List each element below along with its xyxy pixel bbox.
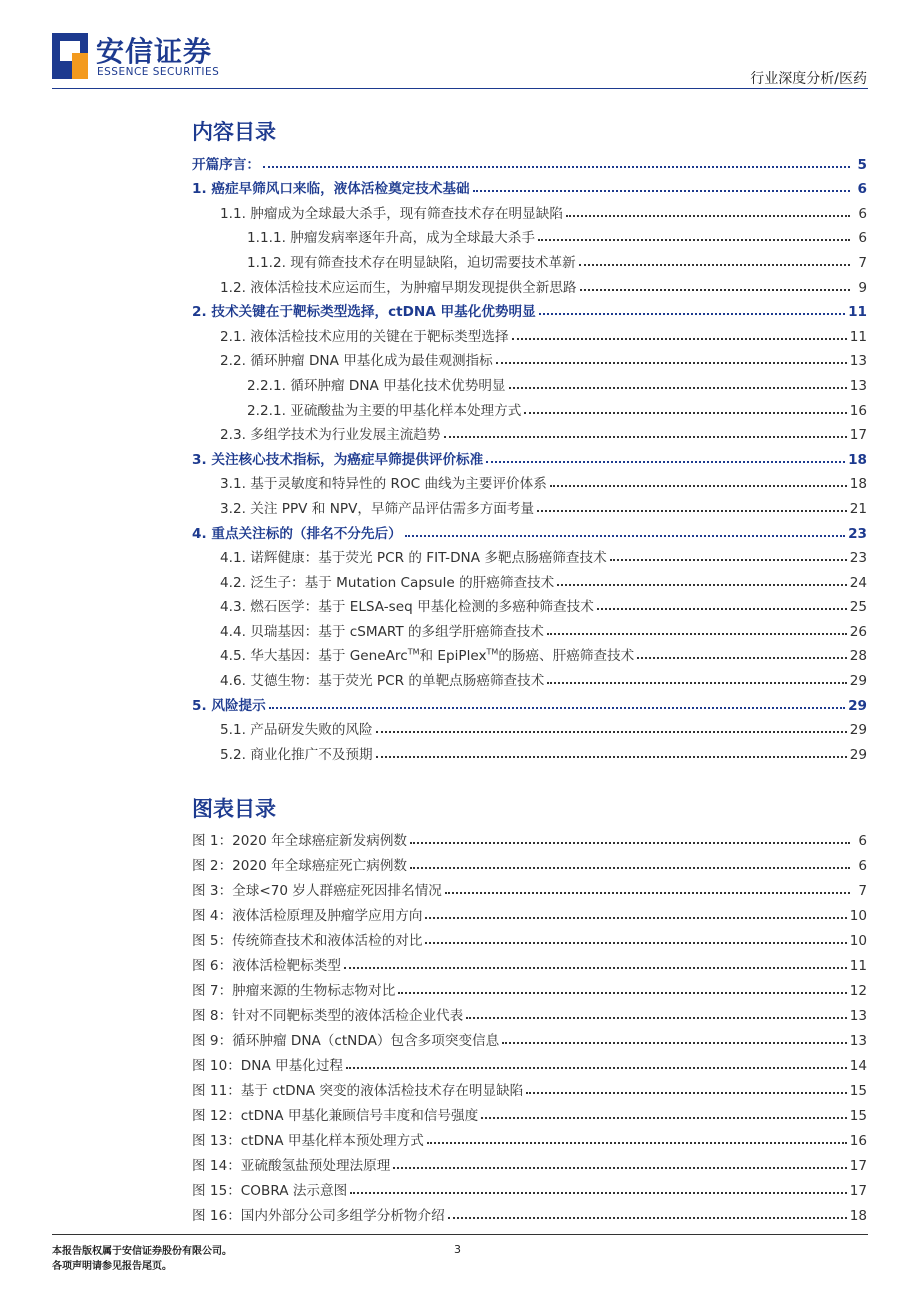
- toc-entry-page: 29: [849, 673, 867, 690]
- toc-entry[interactable]: [192, 1149, 867, 1174]
- toc-entry[interactable]: [192, 1199, 867, 1224]
- dot-leader: [410, 842, 850, 844]
- toc-entry-page: 7: [858, 883, 867, 899]
- toc-entry-label: 图 15：COBRA 法示意图: [192, 1183, 348, 1199]
- toc-entry[interactable]: [192, 849, 867, 874]
- toc-entry[interactable]: [192, 1099, 867, 1124]
- toc-entry-page: 17: [849, 1158, 867, 1174]
- toc-entry-label: 图 14：亚硫酸氢盐预处理法原理: [192, 1158, 391, 1174]
- dot-leader: [398, 992, 846, 994]
- dot-leader: [496, 362, 847, 364]
- toc-entry-label: 3.2. 关注 PPV 和 NPV，早筛产品评估需多方面考量: [220, 500, 535, 517]
- dot-leader: [566, 215, 850, 217]
- dot-leader: [444, 436, 847, 438]
- dot-leader: [579, 264, 850, 266]
- toc-entry[interactable]: [192, 1174, 867, 1199]
- toc-entry-page: 29: [849, 746, 867, 763]
- dot-leader: [597, 608, 847, 610]
- toc-entry-label: 2.2. 循环肿瘤 DNA 甲基化成为最佳观测指标: [220, 353, 493, 370]
- toc-entry[interactable]: [192, 999, 867, 1024]
- toc-entry-page: 21: [849, 500, 867, 517]
- toc-entry-label: 2.2.1. 亚硫酸盐为主要的甲基化样本处理方式: [247, 402, 522, 419]
- toc-entry-page: 11: [849, 328, 867, 345]
- toc-entry[interactable]: [192, 246, 867, 271]
- toc-entry-label: 2.1. 液体活检技术应用的关键在于靶标类型选择: [220, 328, 509, 345]
- toc-entry-label: 1.2. 液体活检技术应运而生，为肿瘤早期发现提供全新思路: [220, 279, 577, 296]
- toc-entry[interactable]: [192, 714, 867, 739]
- toc-entry[interactable]: [192, 345, 867, 370]
- toc-entry[interactable]: [192, 443, 867, 468]
- dot-leader: [376, 756, 847, 758]
- dot-leader: [486, 461, 845, 463]
- toc-entry[interactable]: [192, 615, 867, 640]
- toc-entry-label: 图 13：ctDNA 甲基化样本预处理方式: [192, 1133, 424, 1149]
- toc-entry[interactable]: [192, 874, 867, 899]
- toc-entry-label: 4.6. 艾德生物：基于荧光 PCR 的单靶点肠癌筛查技术: [220, 673, 545, 690]
- dot-leader: [425, 917, 846, 919]
- toc-entry-label: 1.1.1. 肿瘤发病率逐年升高，成为全球最大杀手: [247, 230, 535, 247]
- toc-entry[interactable]: [192, 689, 867, 714]
- toc-entry[interactable]: [192, 468, 867, 493]
- toc-entry-label: 开篇序言：: [192, 156, 260, 173]
- dot-leader: [524, 412, 846, 414]
- report-type: 行业深度分析/医药: [750, 71, 867, 87]
- toc-entry-page: 11: [848, 304, 867, 321]
- toc-entry-page: 24: [849, 574, 867, 591]
- toc-entry[interactable]: [192, 173, 867, 198]
- toc-entry[interactable]: [192, 1074, 867, 1099]
- toc-entry-label: 图 10：DNA 甲基化过程: [192, 1058, 344, 1074]
- contents-title: 内容目录: [192, 120, 276, 144]
- toc-entry-label: 图 6：液体活检靶标类型: [192, 958, 341, 974]
- toc-entry-label: 4.1. 诺辉健康：基于荧光 PCR 的 FIT-DNA 多靶点肠癌筛查技术: [220, 550, 607, 567]
- toc-entry-page: 17: [849, 1183, 867, 1199]
- toc-entry-label: 图 2：2020 年全球癌症死亡病例数: [192, 858, 408, 874]
- toc-entry[interactable]: [192, 640, 867, 665]
- toc-entry[interactable]: [192, 148, 867, 173]
- toc-entry-label: 图 7：肿瘤来源的生物标志物对比: [192, 983, 396, 999]
- toc-entry-page: 29: [848, 697, 867, 714]
- toc-entry-page: 6: [858, 833, 867, 849]
- toc-entry-label: 3. 关注核心技术指标，为癌症早筛提供评价标准: [192, 451, 484, 468]
- toc-entry[interactable]: [192, 222, 867, 247]
- dot-leader: [557, 584, 846, 586]
- toc-entry[interactable]: [192, 974, 867, 999]
- dot-leader: [539, 313, 845, 315]
- footer-divider: [52, 1234, 868, 1235]
- toc-entry-page: 25: [849, 599, 867, 616]
- toc-entry-page: 29: [849, 722, 867, 739]
- dot-leader: [526, 1092, 846, 1094]
- dot-leader: [512, 338, 847, 340]
- disclaimer-note: 各项声明请参见报告尾页。: [52, 1261, 172, 1272]
- toc-entry-label: 1.1. 肿瘤成为全球最大杀手，现有筛查技术存在明显缺陷: [220, 205, 563, 222]
- toc-entry[interactable]: [192, 542, 867, 567]
- toc-entry-page: 6: [857, 181, 867, 198]
- toc-entry[interactable]: [192, 419, 867, 444]
- toc-entry[interactable]: [192, 949, 867, 974]
- toc-entry-page: 16: [849, 1133, 867, 1149]
- dot-leader: [410, 867, 850, 869]
- figures-title: 图表目录: [192, 797, 276, 821]
- toc-entry-page: 18: [849, 1208, 867, 1224]
- toc-entry-label: 2.2.1. 循环肿瘤 DNA 甲基化技术优势明显: [247, 377, 506, 394]
- dot-leader: [405, 535, 845, 537]
- toc-entry-label: 图 4：液体活检原理及肿瘤学应用方向: [192, 908, 423, 924]
- toc-entry-page: 5: [857, 156, 867, 173]
- toc-entry[interactable]: [192, 296, 867, 321]
- toc-entry-page: 28: [849, 648, 867, 665]
- dot-leader: [448, 1217, 847, 1219]
- toc-entry[interactable]: [192, 664, 867, 689]
- dot-leader: [538, 239, 850, 241]
- dot-leader: [502, 1042, 846, 1044]
- toc-entry[interactable]: [192, 517, 867, 542]
- toc-entry-page: 13: [849, 1008, 867, 1024]
- dot-leader: [473, 190, 850, 192]
- toc-entry[interactable]: [192, 899, 867, 924]
- page-number: 3: [454, 1243, 461, 1256]
- toc-entry-page: 16: [849, 402, 867, 419]
- toc-entry-label: 图 1：2020 年全球癌症新发病例数: [192, 833, 408, 849]
- toc-entry-page: 12: [849, 983, 867, 999]
- toc-entry-label: 图 9：循环肿瘤 DNA（ctNDA）包含多项突变信息: [192, 1033, 500, 1049]
- toc-entry-label: 图 12：ctDNA 甲基化兼顾信号丰度和信号强度: [192, 1108, 479, 1124]
- toc-entry[interactable]: [192, 271, 867, 296]
- toc-entry-label: 4.4. 贝瑞基因：基于 cSMART 的多组学肝癌筛查技术: [220, 623, 544, 640]
- dot-leader: [547, 633, 847, 635]
- dot-leader: [346, 1067, 847, 1069]
- dot-leader: [547, 682, 846, 684]
- toc-entry-page: 17: [849, 427, 867, 444]
- dot-leader: [269, 707, 845, 709]
- toc-entry[interactable]: [192, 738, 867, 763]
- toc-entry-page: 13: [849, 377, 867, 394]
- dot-leader: [466, 1017, 846, 1019]
- dot-leader: [393, 1167, 846, 1169]
- logo-text-en: ESSENCE SECURITIES: [97, 66, 220, 78]
- toc-entry[interactable]: [192, 1049, 867, 1074]
- toc-entry-label: 4.5. 华大基因：基于 GeneArc™和 EpiPlex™的肠癌、肝癌筛查技术: [220, 647, 635, 665]
- toc-entry-page: 13: [849, 353, 867, 370]
- toc-entry[interactable]: [192, 924, 867, 949]
- dot-leader: [550, 485, 847, 487]
- toc-entry-page: 10: [849, 908, 867, 924]
- toc-entry-page: 13: [849, 1033, 867, 1049]
- dot-leader: [344, 967, 847, 969]
- toc-entry[interactable]: [192, 1124, 867, 1149]
- essence-logo-icon: [52, 33, 88, 79]
- toc-entry-label: 3.1. 基于灵敏度和特异性的 ROC 曲线为主要评价体系: [220, 476, 547, 493]
- toc-entry-label: 图 11：基于 ctDNA 突变的液体活检技术存在明显缺陷: [192, 1083, 524, 1099]
- toc-entry[interactable]: [192, 566, 867, 591]
- toc-entry-page: 7: [858, 254, 867, 271]
- dot-leader: [263, 166, 850, 168]
- toc-entry-page: 6: [858, 230, 867, 247]
- toc-entry-page: 26: [849, 623, 867, 640]
- toc-entry-page: 23: [849, 550, 867, 567]
- toc-entry-page: 15: [849, 1108, 867, 1124]
- toc-entry-page: 14: [849, 1058, 867, 1074]
- dot-leader: [445, 892, 850, 894]
- dot-leader: [350, 1192, 846, 1194]
- toc-entry-page: 18: [848, 451, 867, 468]
- list-of-figures: [192, 824, 867, 1224]
- table-of-contents: [192, 148, 867, 763]
- dot-leader: [425, 942, 846, 944]
- page-header: [0, 0, 920, 92]
- toc-entry-label: 4.3. 燃石医学：基于 ELSA-seq 甲基化检测的多癌种筛查技术: [220, 599, 594, 616]
- toc-entry-label: 4.2. 泛生子：基于 Mutation Capsule 的肝癌筛查技术: [220, 574, 555, 591]
- toc-entry-label: 5.2. 商业化推广不及预期: [220, 746, 373, 763]
- dot-leader: [481, 1117, 847, 1119]
- toc-entry-label: 图 16：国内外部分公司多组学分析物介绍: [192, 1208, 445, 1224]
- toc-entry-label: 1. 癌症早筛风口来临，液体活检奠定技术基础: [192, 181, 470, 198]
- dot-leader: [376, 731, 847, 733]
- toc-entry[interactable]: [192, 197, 867, 222]
- logo-text-cn: 安信证券: [96, 35, 213, 68]
- toc-entry-page: 11: [849, 958, 867, 974]
- toc-entry-label: 图 8：针对不同靶标类型的液体活检企业代表: [192, 1008, 464, 1024]
- dot-leader: [580, 289, 850, 291]
- toc-entry-page: 6: [858, 205, 867, 222]
- toc-entry[interactable]: [192, 492, 867, 517]
- toc-entry[interactable]: [192, 1024, 867, 1049]
- toc-entry[interactable]: [192, 394, 867, 419]
- dot-leader: [537, 510, 847, 512]
- toc-entry-label: 2.3. 多组学技术为行业发展主流趋势: [220, 427, 441, 444]
- copyright-note: 本报告版权属于安信证券股份有限公司。: [52, 1246, 232, 1257]
- toc-entry-page: 9: [858, 279, 867, 296]
- toc-entry-page: 15: [849, 1083, 867, 1099]
- toc-entry[interactable]: [192, 824, 867, 849]
- toc-entry-label: 图 5：传统筛查技术和液体活检的对比: [192, 933, 423, 949]
- toc-entry-label: 5.1. 产品研发失败的风险: [220, 722, 373, 739]
- toc-entry-page: 18: [849, 476, 867, 493]
- toc-entry[interactable]: [192, 320, 867, 345]
- header-divider: [52, 88, 868, 89]
- dot-leader: [509, 387, 847, 389]
- dot-leader: [610, 559, 847, 561]
- toc-entry-page: 23: [848, 525, 867, 542]
- toc-entry-page: 6: [858, 858, 867, 874]
- toc-entry-label: 1.1.2. 现有筛查技术存在明显缺陷，迫切需要技术革新: [247, 254, 576, 271]
- toc-entry-page: 10: [849, 933, 867, 949]
- toc-entry-label: 图 3：全球<70 岁人群癌症死因排名情况: [192, 883, 442, 899]
- toc-entry-label: 5. 风险提示: [192, 697, 266, 714]
- toc-entry-label: 4. 重点关注标的（排名不分先后）: [192, 525, 402, 542]
- dot-leader: [427, 1142, 847, 1144]
- toc-entry[interactable]: [192, 591, 867, 616]
- toc-entry[interactable]: [192, 369, 867, 394]
- dot-leader: [637, 657, 846, 659]
- toc-entry-label: 2. 技术关键在于靶标类型选择，ctDNA 甲基化优势明显: [192, 304, 536, 321]
